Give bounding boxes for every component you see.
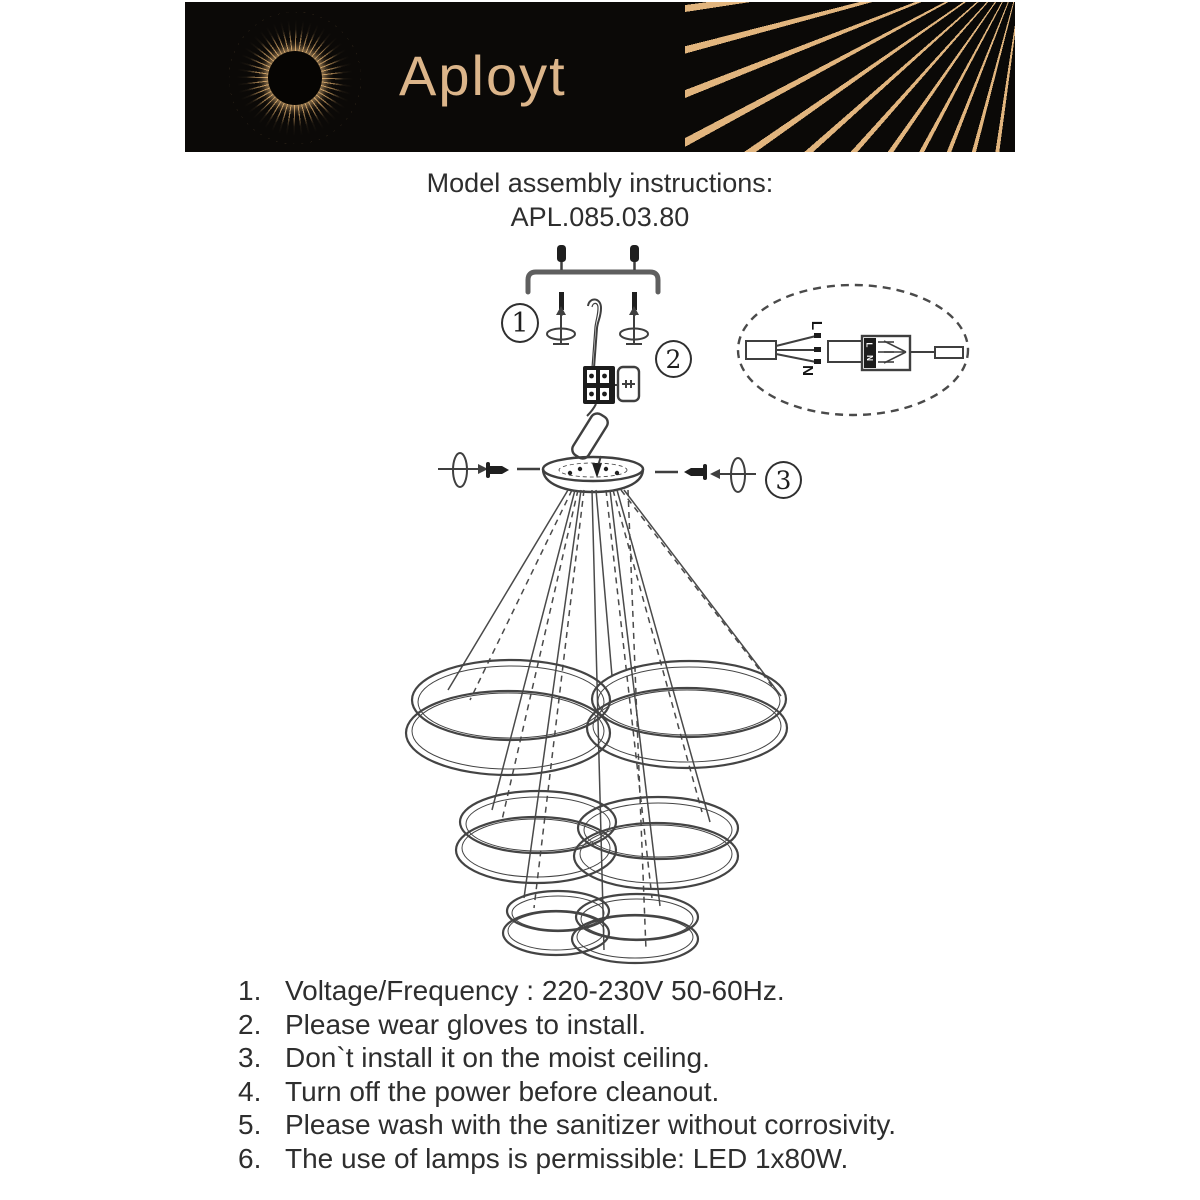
suspension-cables — [448, 490, 781, 950]
connector-label-neutral: N — [864, 355, 874, 361]
canopy-screw-right — [655, 458, 756, 492]
item-text: Turn off the power before cleanout. — [285, 1075, 720, 1107]
item-number: 1. — [238, 975, 262, 1006]
ring-tier-middle — [456, 791, 738, 889]
terminal-block — [583, 366, 615, 404]
list-item — [238, 1108, 1098, 1142]
step-badge-3: 3 — [765, 461, 802, 499]
wire-label-live: L — [808, 320, 826, 331]
list-item — [238, 1041, 1098, 1075]
item-text: Don`t install it on the moist ceiling. — [285, 1042, 710, 1073]
instruction-list — [238, 974, 1098, 1175]
list-item — [238, 1142, 1098, 1176]
item-number: 5. — [238, 1109, 262, 1140]
turn-screw-icon-right — [620, 306, 648, 344]
item-number: 2. — [238, 1008, 262, 1040]
cable-clip — [615, 367, 639, 401]
canopy-screw-left — [438, 453, 540, 487]
ring-tier-bottom — [503, 891, 698, 963]
power-cord — [588, 299, 601, 368]
turn-screw-icon-left — [547, 306, 575, 344]
list-item — [238, 1008, 1098, 1042]
led-driver — [570, 404, 611, 478]
item-text: Please wear gloves to install. — [285, 1008, 647, 1040]
wire-label-neutral: N — [798, 365, 816, 376]
list-item — [238, 1075, 1098, 1109]
list-item — [238, 974, 1098, 1008]
connector-label-live: L — [864, 342, 874, 348]
wiring-callout — [738, 285, 968, 415]
brand-name: Aployt — [399, 44, 567, 107]
page-title: Model assembly instructions: — [426, 168, 774, 198]
item-number: 6. — [238, 1142, 262, 1174]
item-text: Please wash with the sanitizer without corrosivity. — [285, 1109, 897, 1140]
item-text: Voltage/Frequency : 220-230V 50-60Hz. — [285, 975, 785, 1006]
item-text: The use of lamps is permissible: LED 1x80W. — [285, 1142, 849, 1174]
ceiling-canopy — [543, 457, 643, 492]
item-number: 3. — [238, 1042, 262, 1073]
step-badge-2: 2 — [655, 340, 692, 378]
item-number: 4. — [238, 1075, 262, 1107]
model-number: APL.085.03.80 — [510, 202, 690, 232]
step-badge-1: 1 — [501, 303, 539, 343]
